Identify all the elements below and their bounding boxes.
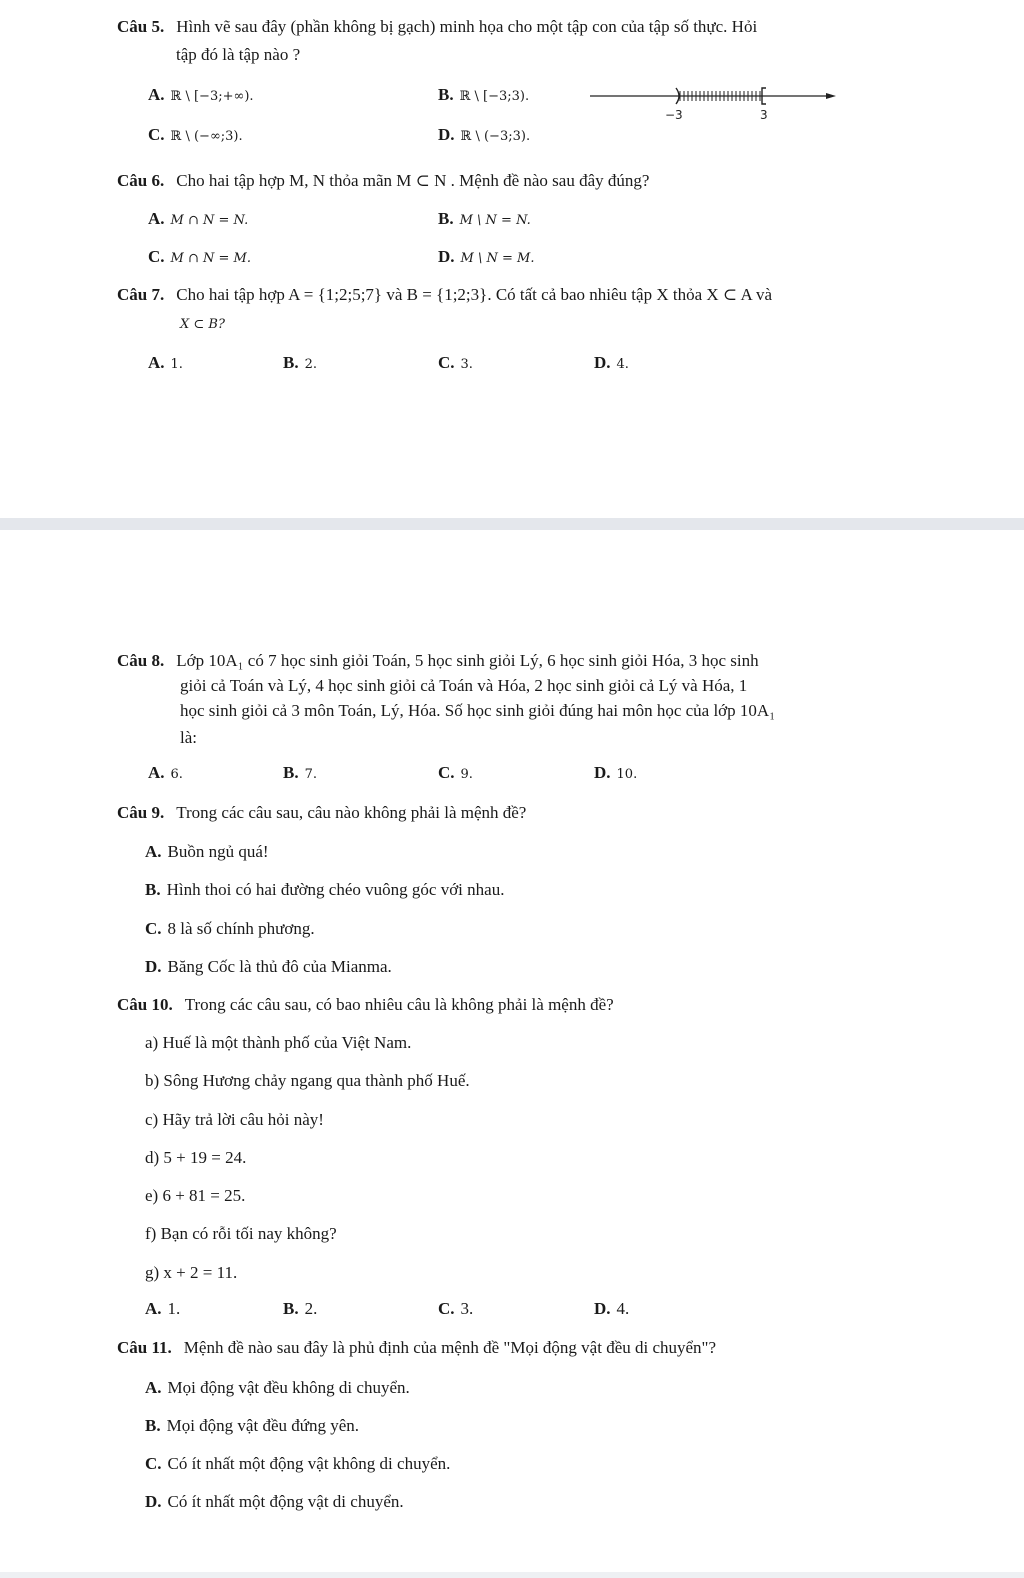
- q10-option-a[interactable]: [145, 1298, 180, 1320]
- option-label: D.: [438, 247, 455, 266]
- option-label: C.: [438, 1299, 455, 1318]
- q8-text-1: Lớp 10A₁ có 7 học sinh giỏi Toán, 5 học sinh giỏi Lý, 6 học sinh giỏi Hóa, 3 học sinh: [176, 651, 759, 670]
- option-value: 4.: [616, 357, 629, 372]
- q9-option-a[interactable]: [145, 841, 269, 863]
- option-label: A.: [148, 85, 165, 104]
- q11-option-c[interactable]: [145, 1453, 450, 1475]
- q10-item-f: f) Bạn có rỗi tối nay không?: [145, 1224, 337, 1243]
- option-value: M ∩ N = M.: [170, 251, 251, 266]
- option-value: 7.: [304, 767, 317, 782]
- option-value: 1.: [170, 357, 183, 372]
- option-value: 3.: [460, 1299, 474, 1318]
- q10-item-a: a) Huế là một thành phố của Việt Nam.: [145, 1033, 412, 1052]
- option-label: D.: [145, 957, 162, 976]
- q5-number-line-figure: [590, 82, 840, 124]
- option-label: B.: [283, 763, 299, 782]
- option-label: D.: [594, 353, 611, 372]
- q6-option-b[interactable]: [438, 208, 531, 232]
- q9-number: Câu 9.: [117, 803, 165, 822]
- tick-label-3: 3: [760, 108, 768, 122]
- q5-option-b[interactable]: [438, 84, 529, 108]
- q8-text-3: học sinh giỏi cả 3 môn Toán, Lý, Hóa. Số học sinh giỏi đúng hai môn học của lớp 10A₁: [180, 701, 776, 720]
- option-label: C.: [145, 1454, 162, 1473]
- q10-option-c[interactable]: [438, 1298, 473, 1320]
- q5-number: Câu 5.: [117, 17, 165, 36]
- option-value: 2.: [304, 357, 317, 372]
- q10-option-d[interactable]: [594, 1298, 629, 1320]
- q5-option-c[interactable]: [148, 124, 243, 148]
- q8-number: Câu 8.: [117, 651, 165, 670]
- option-label: D.: [438, 125, 455, 144]
- q11-option-d[interactable]: [145, 1491, 404, 1513]
- option-label: C.: [148, 247, 165, 266]
- q10-text: Trong các câu sau, có bao nhiêu câu là không phải là mệnh đề?: [184, 995, 614, 1014]
- option-value: M \ N = M.: [460, 251, 535, 266]
- q6-option-a[interactable]: [148, 208, 248, 232]
- option-label: D.: [594, 1299, 611, 1318]
- option-value: Băng Cốc là thủ đô của Mianma.: [167, 957, 392, 976]
- q7-option-b[interactable]: [283, 352, 317, 376]
- option-value: Buồn ngủ quá!: [167, 842, 269, 861]
- option-value: ℝ \ [−3;3).: [459, 89, 530, 104]
- q7-text-2: X ⊂ B?: [180, 317, 225, 332]
- q7-option-d[interactable]: [594, 352, 629, 376]
- q9-option-b[interactable]: [145, 879, 504, 901]
- q7-text-1: Cho hai tập hợp A = {1;2;5;7} và B = {1;2;3}. Có tất cả bao nhiêu tập X thỏa X ⊂ A và: [176, 285, 773, 304]
- option-label: B.: [283, 353, 299, 372]
- option-value: Có ít nhất một động vật không di chuyển.: [167, 1454, 451, 1473]
- option-label: B.: [438, 209, 454, 228]
- q10-number: Câu 10.: [117, 995, 173, 1014]
- q8-text-4: là:: [180, 728, 197, 747]
- q7-option-a[interactable]: [148, 352, 183, 376]
- option-label: C.: [438, 763, 455, 782]
- q9-option-d[interactable]: [145, 956, 392, 978]
- option-value: 2.: [304, 1299, 318, 1318]
- q5-stem-line1: [117, 16, 757, 38]
- q11-number: Câu 11.: [117, 1338, 172, 1357]
- option-label: C.: [145, 919, 162, 938]
- tick-label-minus-3: −3: [665, 108, 683, 122]
- q10-stem: [117, 994, 614, 1016]
- q5-text-2: tập đó là tập nào ?: [176, 45, 301, 64]
- page-divider: [0, 518, 1024, 530]
- q8-stem-line1: [117, 650, 759, 672]
- q8-text-2: giỏi cả Toán và Lý, 4 học sinh giỏi cả Toán và Hóa, 2 học sinh giỏi cả Lý và Hóa, 1: [180, 676, 748, 695]
- option-value: Mọi động vật đều không di chuyển.: [167, 1378, 410, 1397]
- option-label: B.: [145, 1416, 161, 1435]
- q6-option-c[interactable]: [148, 246, 251, 270]
- option-value: 4.: [616, 1299, 630, 1318]
- option-value: Hình thoi có hai đường chéo vuông góc với nhau.: [166, 880, 505, 899]
- q7-stem-line1: [117, 284, 772, 306]
- q6-stem: [117, 170, 649, 192]
- option-label: A.: [148, 763, 165, 782]
- option-label: D.: [594, 763, 611, 782]
- q11-option-b[interactable]: [145, 1415, 359, 1437]
- option-label: D.: [145, 1492, 162, 1511]
- q5-option-d[interactable]: [438, 124, 530, 148]
- q6-text: Cho hai tập hợp M, N thỏa mãn M ⊂ N . Mệnh đề nào sau đây đúng?: [176, 171, 650, 190]
- option-value: 3.: [460, 357, 473, 372]
- q5-text-1: Hình vẽ sau đây (phần không bị gạch) minh họa cho một tập con của tập số thực. Hỏi: [176, 17, 758, 36]
- q9-option-c[interactable]: [145, 918, 315, 940]
- q10-item-c: c) Hãy trả lời câu hỏi này!: [145, 1110, 324, 1129]
- option-value: ℝ \ [−3;+∞).: [170, 89, 254, 104]
- q6-option-d[interactable]: [438, 246, 534, 270]
- option-value: 9.: [460, 767, 473, 782]
- option-value: ℝ \ (−∞;3).: [170, 129, 243, 144]
- option-value: Mọi động vật đều đứng yên.: [166, 1416, 360, 1435]
- option-label: A.: [145, 1299, 162, 1318]
- q8-option-c[interactable]: [438, 762, 473, 786]
- option-label: C.: [148, 125, 165, 144]
- q9-text: Trong các câu sau, câu nào không phải là mệnh đề?: [176, 803, 527, 822]
- page-bottom-edge: [0, 1572, 1024, 1578]
- q11-stem: [117, 1337, 716, 1359]
- option-label: C.: [438, 353, 455, 372]
- option-label: B.: [438, 85, 454, 104]
- q8-option-b[interactable]: [283, 762, 317, 786]
- option-label: A.: [145, 1378, 162, 1397]
- option-label: B.: [283, 1299, 299, 1318]
- q8-option-d[interactable]: [594, 762, 637, 786]
- option-value: M \ N = N.: [459, 213, 531, 228]
- q10-option-b[interactable]: [283, 1298, 317, 1320]
- option-value: Có ít nhất một động vật di chuyển.: [167, 1492, 404, 1511]
- q11-text: Mệnh đề nào sau đây là phủ định của mệnh đề "Mọi động vật đều di chuyển"?: [183, 1338, 717, 1357]
- q8-option-a[interactable]: [148, 762, 183, 786]
- q7-number: Câu 7.: [117, 285, 165, 304]
- option-value: M ∩ N = N.: [170, 213, 249, 228]
- q5-option-a[interactable]: [148, 84, 254, 108]
- option-value: 10.: [616, 767, 638, 782]
- option-label: A.: [145, 842, 162, 861]
- q10-item-d: d) 5 + 19 = 24.: [145, 1148, 247, 1167]
- q7-option-c[interactable]: [438, 352, 473, 376]
- q10-item-e: e) 6 + 81 = 25.: [145, 1186, 246, 1205]
- q6-number: Câu 6.: [117, 171, 165, 190]
- number-line-arrow-icon: [826, 93, 836, 99]
- q10-item-b: b) Sông Hương chảy ngang qua thành phố Huế.: [145, 1071, 470, 1090]
- option-value: 6.: [170, 767, 183, 782]
- option-value: 1.: [167, 1299, 181, 1318]
- q9-stem: [117, 802, 526, 824]
- option-label: B.: [145, 880, 161, 899]
- option-label: A.: [148, 209, 165, 228]
- q11-option-a[interactable]: [145, 1377, 410, 1399]
- option-value: ℝ \ (−3;3).: [460, 129, 531, 144]
- option-label: A.: [148, 353, 165, 372]
- option-value: 8 là số chính phương.: [167, 919, 315, 938]
- hatched-segment: [680, 91, 760, 101]
- q10-item-g: g) x + 2 = 11.: [145, 1263, 238, 1282]
